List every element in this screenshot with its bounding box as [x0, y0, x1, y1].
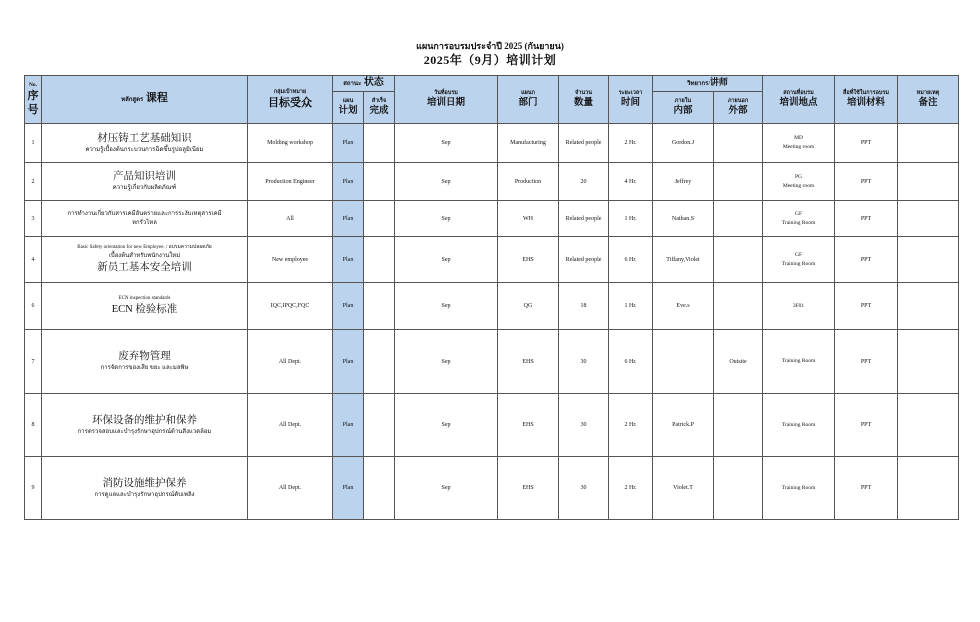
external-trainer-cell: [714, 394, 763, 457]
title-thai: แผนการอบรมประจำปี 2025 (กันยายน): [416, 41, 564, 51]
status-done-cell: [364, 163, 395, 201]
header-internal: ภายใน 内部: [653, 92, 714, 124]
target-cell: All Dept.: [248, 457, 333, 520]
location-line: GF: [794, 251, 803, 258]
internal-trainer-cell: Gordon.J: [653, 124, 714, 163]
target-cell: New employee: [248, 237, 333, 283]
course-line: 废弃物管理: [118, 351, 171, 362]
internal-trainer-cell: Violet.T: [653, 457, 714, 520]
course-cell: [42, 237, 248, 283]
material-cell: PPT: [835, 330, 898, 394]
material-cell: PPT: [835, 457, 898, 520]
table-row: [25, 237, 959, 283]
qty-cell: 30: [559, 457, 609, 520]
external-trainer-cell: [714, 201, 763, 237]
location-line: Meeting room: [782, 182, 815, 189]
material-cell: PPT: [835, 124, 898, 163]
duration-cell: 6 Hr.: [609, 237, 653, 283]
date-cell: Sep: [395, 237, 498, 283]
course-cell: [42, 283, 248, 330]
course-line: เบื้องต้นสำหรับพนักงานใหม่: [108, 253, 181, 259]
location-line: Training Room: [781, 219, 816, 226]
course-line: ECN 检验标准: [111, 304, 178, 315]
header-target: กลุ่มเป้าหมาย 目标受众: [248, 76, 333, 124]
remark-cell: [898, 237, 959, 283]
location-line: Training Room: [781, 421, 816, 428]
date-cell: Sep: [395, 124, 498, 163]
location-line: PG: [794, 173, 803, 180]
table-row: [25, 283, 959, 330]
course-cell: [42, 124, 248, 163]
remark-cell: [898, 201, 959, 237]
date-cell: Sep: [395, 283, 498, 330]
qty-cell: 30: [559, 330, 609, 394]
course-cell: [42, 201, 248, 237]
status-done-cell: [364, 283, 395, 330]
duration-cell: 2 Hr.: [609, 124, 653, 163]
location-cell: [763, 237, 835, 283]
table-row: [25, 457, 959, 520]
external-trainer-cell: [714, 163, 763, 201]
title-chinese: 2025年（9月）培训计划: [423, 53, 557, 67]
course-line: การดูแลและบำรุงรักษาอุปกรณ์ดับเพลิง: [94, 491, 195, 498]
row-number: 7: [25, 330, 42, 394]
table-row: [25, 163, 959, 201]
header-plan: แผน 计划: [333, 92, 364, 124]
course-cell: [42, 394, 248, 457]
remark-cell: [898, 330, 959, 394]
course-line: หกรั่วไหล: [132, 219, 157, 226]
remark-cell: [898, 124, 959, 163]
target-cell: IQC,IPQC,FQC: [248, 283, 333, 330]
header-external: ภายนอก 外部: [714, 92, 763, 124]
row-number: 4: [25, 237, 42, 283]
course-line: ECN inspection standards: [118, 296, 171, 301]
duration-cell: 2 Hr.: [609, 457, 653, 520]
header-qty: จำนวน 数量: [559, 76, 609, 124]
location-cell: [763, 124, 835, 163]
duration-cell: 6 Hr.: [609, 330, 653, 394]
internal-trainer-cell: Nathan.S: [653, 201, 714, 237]
material-cell: PPT: [835, 394, 898, 457]
row-number: 6: [25, 283, 42, 330]
date-cell: Sep: [395, 201, 498, 237]
qty-cell: Related people: [559, 237, 609, 283]
course-cell: [42, 457, 248, 520]
date-cell: Sep: [395, 394, 498, 457]
qty-cell: Related people: [559, 201, 609, 237]
dept-cell: Manufacturing: [498, 124, 559, 163]
external-trainer-cell: Outsite: [714, 330, 763, 394]
course-line: ความรู้เบื้องต้นกระบวนการฉีดขึ้นรูปอลูมิเนียม: [85, 146, 204, 153]
location-line: Training Room: [781, 358, 816, 364]
status-plan-cell: Plan: [333, 330, 364, 394]
course-line: 产品知识培训: [113, 171, 176, 182]
course-line: 消防设施维护保养: [102, 477, 187, 489]
location-line: Training Room: [781, 260, 816, 267]
header-date: วันที่อบรม 培训日期: [395, 76, 498, 124]
row-number: 1: [25, 124, 42, 163]
course-line: การทำงานเกี่ยวกับสารเคมีอันตรายและการระงับเหตุสารเคมี: [67, 210, 222, 217]
location-cell: [763, 283, 835, 330]
status-plan-cell: Plan: [333, 163, 364, 201]
location-line: MD: [794, 135, 803, 141]
status-plan-cell: Plan: [333, 394, 364, 457]
course-line: 材压铸工艺基础知识: [97, 132, 192, 144]
internal-trainer-cell: Patrick.P: [653, 394, 714, 457]
header-no: No. 序号: [25, 76, 42, 124]
material-cell: PPT: [835, 283, 898, 330]
target-cell: Production Engineer: [248, 163, 333, 201]
dept-cell: WH: [498, 201, 559, 237]
table-row: [25, 394, 959, 457]
table-row: [25, 201, 959, 237]
internal-trainer-cell: Jeffrey: [653, 163, 714, 201]
location-line: GF: [794, 210, 803, 217]
duration-cell: 1 Hr.: [609, 283, 653, 330]
dept-cell: EHS: [498, 330, 559, 394]
external-trainer-cell: [714, 124, 763, 163]
qty-cell: Related people: [559, 124, 609, 163]
material-cell: PPT: [835, 237, 898, 283]
row-number: 9: [25, 457, 42, 520]
qty-cell: 30: [559, 394, 609, 457]
qty-cell: 18: [559, 283, 609, 330]
duration-cell: 2 Hr.: [609, 394, 653, 457]
course-line: การจัดการของเสีย ขยะ และมลพิษ: [100, 365, 189, 371]
status-done-cell: [364, 237, 395, 283]
location-cell: [763, 394, 835, 457]
status-plan-cell: Plan: [333, 237, 364, 283]
dept-cell: EHS: [498, 394, 559, 457]
header-remark: หมายเหตุ 备注: [898, 76, 959, 124]
row-number: 8: [25, 394, 42, 457]
dept-cell: QG: [498, 283, 559, 330]
header-duration: ระยะเวลา 时间: [609, 76, 653, 124]
remark-cell: [898, 457, 959, 520]
location-cell: [763, 163, 835, 201]
training-plan-table: [24, 75, 959, 520]
duration-cell: 4 Hr.: [609, 163, 653, 201]
header-course: หลักสูตร 课程: [42, 76, 248, 124]
internal-trainer-cell: Eve.s: [653, 283, 714, 330]
external-trainer-cell: [714, 283, 763, 330]
internal-trainer-cell: Tiffany,Violet: [653, 237, 714, 283]
date-cell: Sep: [395, 457, 498, 520]
table-row: [25, 330, 959, 394]
qty-cell: 20: [559, 163, 609, 201]
status-plan-cell: Plan: [333, 124, 364, 163]
title-block: [0, 40, 980, 68]
internal-trainer-cell: [653, 330, 714, 394]
location-line: Training Room: [781, 484, 816, 491]
external-trainer-cell: [714, 457, 763, 520]
target-cell: All: [248, 201, 333, 237]
course-line: 环保设备的维护和保养: [92, 414, 197, 426]
dept-cell: Production: [498, 163, 559, 201]
course-cell: [42, 330, 248, 394]
status-done-cell: [364, 124, 395, 163]
header-dept: แผนก 部门: [498, 76, 559, 124]
table-row: [25, 124, 959, 163]
remark-cell: [898, 394, 959, 457]
course-cell: [42, 163, 248, 201]
training-plan-body: [25, 124, 959, 520]
status-done-cell: [364, 330, 395, 394]
course-line: 新员工基本安全培训: [97, 262, 192, 273]
status-plan-cell: Plan: [333, 283, 364, 330]
remark-cell: [898, 283, 959, 330]
dept-cell: EHS: [498, 237, 559, 283]
external-trainer-cell: [714, 237, 763, 283]
date-cell: Sep: [395, 330, 498, 394]
status-plan-cell: Plan: [333, 201, 364, 237]
remark-cell: [898, 163, 959, 201]
status-done-cell: [364, 457, 395, 520]
target-cell: All Dept.: [248, 330, 333, 394]
course-line: ความรู้เกี่ยวกับผลิตภัณฑ์: [112, 185, 177, 191]
status-done-cell: [364, 394, 395, 457]
header-trainer: วิทยากร/讲师: [653, 76, 763, 92]
header-material: สื่อที่ใช้ในการอบรม 培训材料: [835, 76, 898, 124]
date-cell: Sep: [395, 163, 498, 201]
row-number: 2: [25, 163, 42, 201]
status-plan-cell: Plan: [333, 457, 364, 520]
target-cell: All Dept.: [248, 394, 333, 457]
header-done: สำเร็จ 完成: [364, 92, 395, 124]
dept-cell: EHS: [498, 457, 559, 520]
target-cell: Molding workshop: [248, 124, 333, 163]
material-cell: PPT: [835, 201, 898, 237]
status-done-cell: [364, 201, 395, 237]
location-line: 3F01: [792, 302, 805, 309]
location-cell: [763, 330, 835, 394]
course-line: การตรวจสอบและบำรุงรักษาอุปกรณ์ด้านสิ่งแวดล้อม: [77, 428, 212, 435]
duration-cell: 1 Hr.: [609, 201, 653, 237]
header-location: สถานที่อบรม 培训地点: [763, 76, 835, 124]
header-status: สถานะ 状态: [333, 76, 395, 92]
location-cell: [763, 201, 835, 237]
row-number: 3: [25, 201, 42, 237]
course-line: Basic Safety orientation for new Employee. / อบรมความปลอดภัย: [77, 245, 212, 250]
material-cell: PPT: [835, 163, 898, 201]
location-line: Meeting room: [782, 144, 815, 150]
location-cell: [763, 457, 835, 520]
